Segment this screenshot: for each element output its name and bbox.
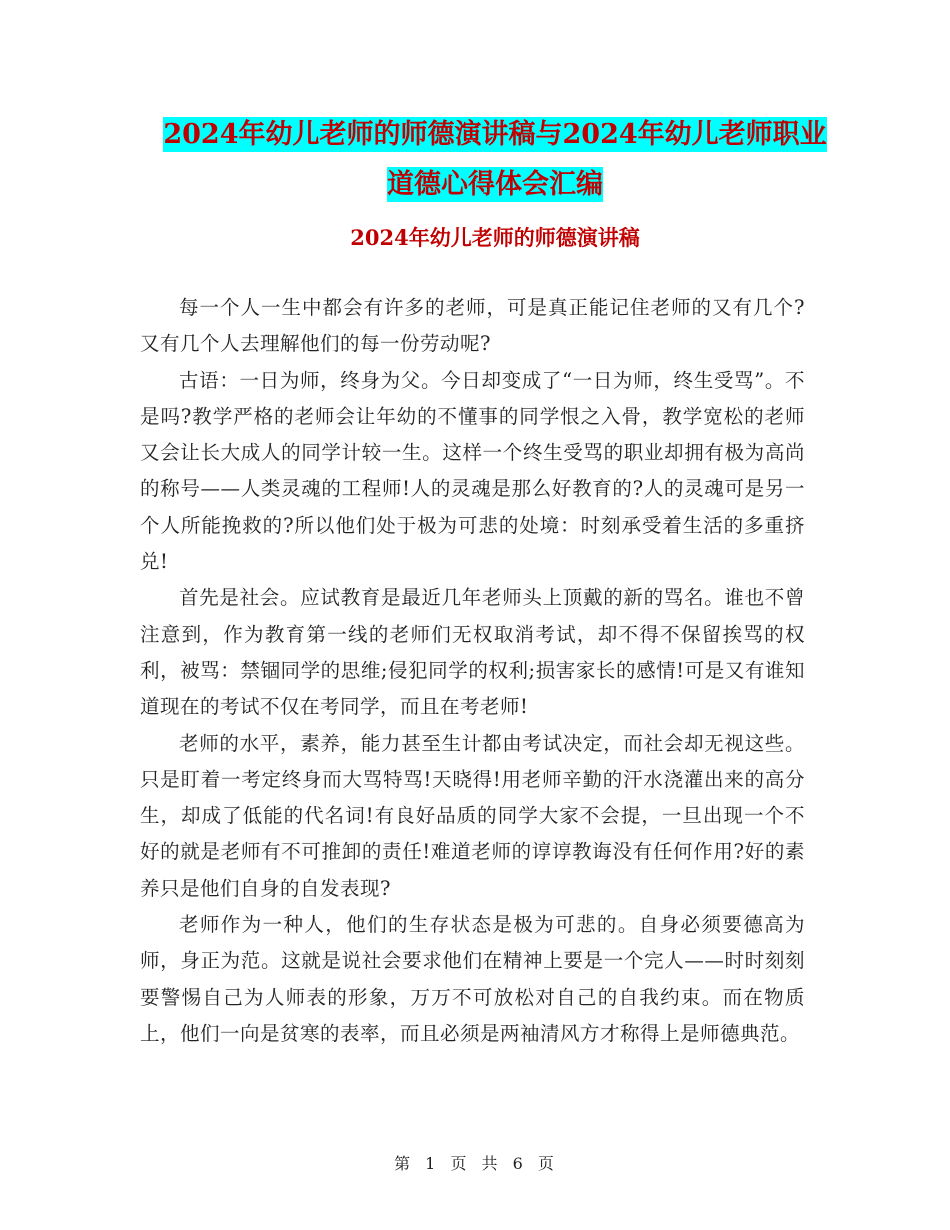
document-title bbox=[140, 110, 850, 210]
paragraph-1: 每一个人一生中都会有许多的老师，可是真正能记住老师的又有几个?又有几个人去理解他们的每一份劳动呢? bbox=[140, 296, 805, 356]
document-title-line-1: 2024年幼儿老师的师德演讲稿与2024年幼儿老师职业 bbox=[163, 119, 827, 150]
section-title: 2024年幼儿老师的师德演讲稿 bbox=[350, 225, 640, 250]
document-title-line-2: 道德心得体会汇编 bbox=[387, 169, 603, 200]
paragraph-4: 老师的水平，素养，能力甚至生计都由考试决定，而社会却无视这些。只是盯着一考定终身而大骂特骂!天晓得!用老师辛勤的汗水浇灌出来的高分生，却成了低能的代名词!有良好品质的同学大家不会提，一旦出现一个不好的就是老师有不可推卸的责任!难道老师的谆谆教诲没有任何作用?好的素养只是他们自身的自发表现? bbox=[140, 731, 805, 900]
paragraph-5: 老师作为一种人，他们的生存状态是极为可悲的。自身必须要德高为师，身正为范。这就是说社会要求他们在精神上要是一个完人——时时刻刻要警惕自己为人师表的形象，万万不可放松对自己的自我约束。而在物质上，他们一向是贫寒的表率，而且必须是两袖清风方才称得上是师德典范。 bbox=[140, 913, 805, 1045]
document-body bbox=[140, 290, 805, 1052]
paragraph-3: 首先是社会。应试教育是最近几年老师头上顶戴的新的骂名。谁也不曾注意到，作为教育第一线的老师们无权取消考试，却不得不保留挨骂的权利，被骂：禁锢同学的思维;侵犯同学的权利;损害家长的感情!可是又有谁知道现在的考试不仅在考同学，而且在考老师! bbox=[140, 586, 805, 719]
page-footer: 第 1 页 共 6 页 bbox=[394, 1154, 556, 1173]
paragraph-2: 古语：一日为师，终身为父。今日却变成了“一日为师，终生受骂”。不是吗?教学严格的老师会让年幼的不懂事的同学恨之入骨，教学宽松的老师又会让长大成人的同学计较一生。这样一个终生受骂的职业却拥有极为高尚的称号——人类灵魂的工程师!人的灵魂是那么好教育的?人的灵魂可是另一个人所能挽救的?所以他们处于极为可悲的处境：时刻承受着生活的多重挤兑! bbox=[140, 368, 805, 574]
